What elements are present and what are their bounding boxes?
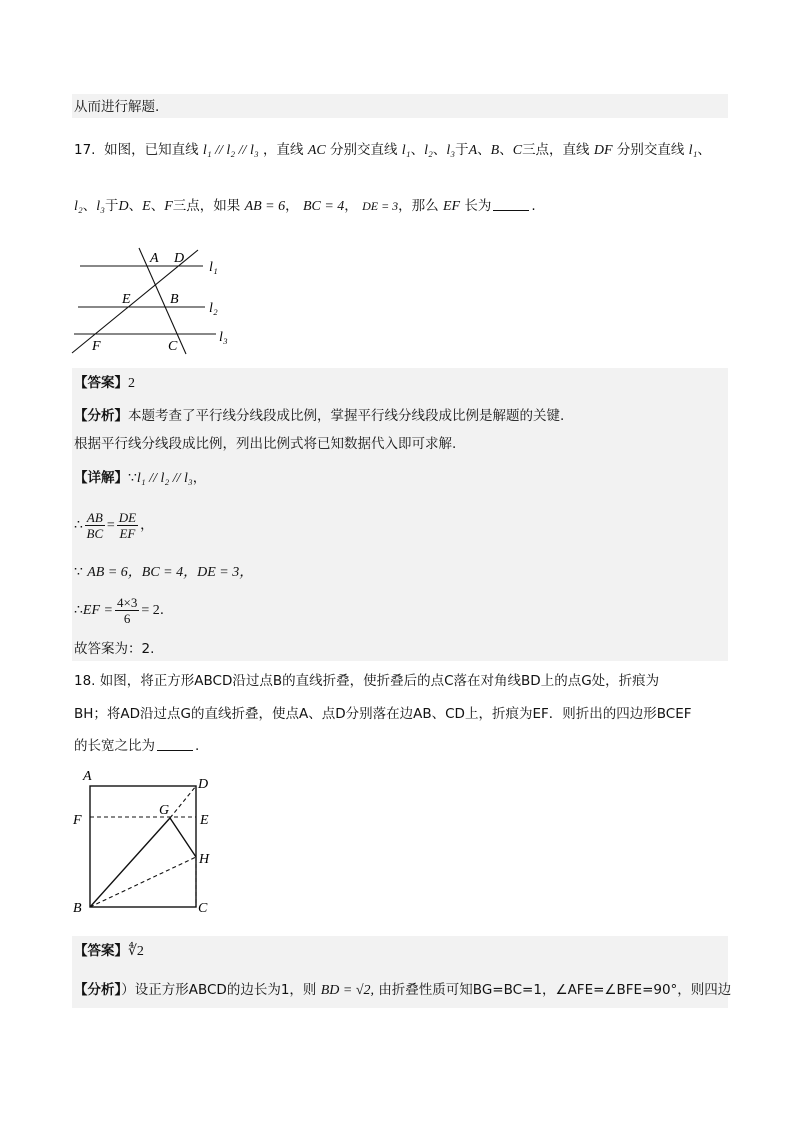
q17-text-f: 三点，如果 bbox=[172, 198, 241, 214]
q17-answer-blank bbox=[493, 197, 529, 211]
q18-line-1 bbox=[74, 671, 659, 691]
q17-ratio-ab: AB bbox=[86, 509, 103, 525]
q17-a: A bbox=[468, 143, 478, 158]
q17-ratio-bc: BC bbox=[86, 525, 104, 541]
q17-label-a: A bbox=[150, 251, 159, 266]
q18-label-a: A bbox=[83, 769, 92, 784]
q17-text-h: 长为 bbox=[464, 198, 492, 214]
q17-figure bbox=[70, 246, 240, 358]
q17-text-c: 分别交直线 bbox=[330, 142, 398, 158]
q17-ratio-end: ， bbox=[140, 517, 154, 533]
q17-label-l1: l₁ bbox=[209, 260, 218, 275]
q18-label-f: F bbox=[73, 813, 82, 828]
q18-number: 18. bbox=[74, 673, 96, 689]
q17-l2: l₂ bbox=[74, 199, 83, 214]
q17-yu: 于 bbox=[105, 198, 119, 214]
q17-ratio-de: DE bbox=[118, 509, 137, 525]
q18-text-1: 如图，将正方形ABCD沿过点B的直线折叠，使折叠后的点C落在对角线BD上的点G处，折痕为 bbox=[99, 673, 660, 689]
q17-label-l3: l₃ bbox=[219, 330, 228, 345]
q18-label-e: E bbox=[200, 813, 209, 828]
q18-period: . bbox=[195, 738, 200, 754]
q17-ef-fraction bbox=[115, 595, 139, 626]
q17-analysis-2: 根据平行线分线段成比例，列出比例式将已知数据代入即可求解. bbox=[74, 436, 457, 452]
q17-ef: EF bbox=[442, 199, 461, 214]
q17-sep: 、 bbox=[82, 198, 97, 214]
q17-answer: 2 bbox=[128, 376, 135, 391]
q17-sep: 、 bbox=[499, 142, 513, 158]
q17-bc: BC = 4 bbox=[302, 199, 345, 214]
q17-sep: 、 bbox=[150, 198, 165, 214]
q17-ratio-ef: EF bbox=[119, 525, 136, 541]
q17-ratio-right bbox=[117, 510, 138, 541]
q17-ab: AB = 6 bbox=[244, 199, 286, 214]
q17-f: F bbox=[164, 199, 173, 214]
q17-detail-parallel: l₁ // l₂ // l₃ bbox=[136, 471, 193, 486]
q17-given-values: AB = 6，BC = 4，DE = 3， bbox=[87, 565, 254, 580]
q17-label-d: D bbox=[174, 251, 185, 266]
q18-label-b: B bbox=[73, 901, 82, 916]
q17-answer-line bbox=[74, 373, 135, 394]
q18-answer-line bbox=[74, 941, 144, 962]
q18-answer: ∜2 bbox=[128, 944, 144, 959]
q17-label-f: F bbox=[92, 339, 101, 354]
q17-parallel: l₁ // l₂ // l₃ bbox=[202, 143, 259, 158]
q18-label-c: C bbox=[198, 901, 208, 916]
q17-c: C bbox=[512, 143, 523, 158]
q17-ef-rhs: = 2 bbox=[141, 603, 160, 618]
q18-line-2: BH；将AD沿过点G的直线折叠，使点A、点D分别落在边AB、CD上，折痕为EF．则折出的四边形BCEF bbox=[74, 706, 692, 722]
q18-label-g: G bbox=[159, 803, 170, 818]
q17-df: DF bbox=[593, 143, 613, 158]
q17-text-e: 分别交直线 bbox=[616, 142, 685, 158]
q18-figure bbox=[70, 764, 220, 916]
q17-sep: 、 bbox=[697, 142, 711, 158]
q18-label-h: H bbox=[199, 852, 210, 867]
q17-e: E bbox=[142, 199, 151, 214]
q17-text-g: ，那么 bbox=[398, 198, 439, 214]
intro-shade bbox=[72, 94, 728, 118]
q17-result-line bbox=[74, 593, 164, 628]
q17-detail-end: ， bbox=[192, 470, 207, 486]
q18-crease-bh bbox=[90, 857, 196, 907]
q17-l3: l₃ bbox=[96, 199, 106, 214]
q17-ratio-eq: = bbox=[106, 518, 115, 533]
q17-given-line bbox=[74, 562, 253, 583]
q17-because-1: ∵ bbox=[128, 471, 137, 486]
q17-result-period: . bbox=[159, 602, 165, 618]
q18-label-d: D bbox=[198, 777, 209, 792]
q18-segment-gh bbox=[170, 818, 196, 857]
q17-b: B bbox=[490, 143, 500, 158]
q17-sep: 、 bbox=[432, 142, 447, 158]
q17-sep: 、 bbox=[477, 142, 491, 158]
q17-yu: 于 bbox=[455, 142, 469, 158]
intro-line: 从而进行解题. bbox=[74, 99, 160, 115]
q17-text-b: ，直线 bbox=[263, 142, 304, 158]
q17-sep: 、 bbox=[410, 142, 425, 158]
q18-text-3: 的长宽之比为 bbox=[74, 738, 155, 754]
q17-period: . bbox=[531, 198, 536, 214]
q17-de: DE = 3 bbox=[362, 199, 399, 213]
q17-sep: 、 bbox=[128, 198, 143, 214]
q17-comma: ， bbox=[285, 198, 299, 214]
q17-number: 17. bbox=[74, 142, 96, 158]
q17-text-d: 三点，直线 bbox=[522, 142, 590, 158]
q17-line-2 bbox=[74, 196, 536, 217]
q17-l2: l₂ bbox=[424, 143, 433, 158]
q17-label-c: C bbox=[168, 339, 178, 354]
q17-l1: l₁ bbox=[401, 143, 411, 158]
q17-ef-lhs: EF = bbox=[82, 603, 113, 618]
q17-detail-line bbox=[74, 468, 206, 489]
q17-label-e: E bbox=[122, 292, 131, 307]
q18-line-3 bbox=[74, 736, 199, 756]
q17-ef-den: 6 bbox=[123, 610, 131, 626]
q17-therefore-1: ∴ bbox=[74, 518, 83, 533]
q17-analysis-1 bbox=[74, 406, 564, 426]
q17-ef-num: 4×3 bbox=[116, 594, 138, 610]
q17-ratio-line bbox=[74, 508, 154, 543]
q18-answer-tag: 【答案】 bbox=[74, 943, 128, 959]
q17-analysis-tag: 【分析】 bbox=[74, 408, 128, 424]
q17-ac: AC bbox=[307, 143, 326, 158]
q17-answer-tag: 【答案】 bbox=[74, 375, 128, 391]
q17-therefore-2: ∴ bbox=[74, 603, 83, 618]
q17-comma: ， bbox=[344, 198, 358, 214]
q18-analysis-line bbox=[74, 980, 731, 1001]
q18-answer-blank bbox=[157, 737, 193, 751]
q17-l1: l₁ bbox=[688, 143, 698, 158]
q17-because-2: ∵ bbox=[74, 565, 83, 580]
q18-analysis-b: 由折叠性质可知BG=BC=1，∠AFE=∠BFE=90°，则四边 bbox=[378, 982, 732, 998]
q18-segment-bg bbox=[90, 818, 170, 907]
q17-line-1 bbox=[74, 140, 711, 161]
q17-ratio-left bbox=[85, 510, 105, 541]
q17-detail-tag: 【详解】 bbox=[74, 470, 128, 486]
q17-final-line: 故答案为：2. bbox=[74, 641, 155, 657]
q17-label-l2: l₂ bbox=[209, 301, 218, 316]
q18-analysis-tag: 【分析】 bbox=[74, 982, 122, 998]
q17-text-a: 如图，已知直线 bbox=[104, 142, 199, 158]
q18-diagonal-gd bbox=[170, 786, 196, 818]
q17-analysis-text-1: 本题考查了平行线分线段成比例，掌握平行线分线段成比例是解题的关键. bbox=[128, 408, 565, 424]
q17-label-b: B bbox=[170, 292, 179, 307]
q17-l3: l₃ bbox=[446, 143, 456, 158]
q18-analysis-a: ）设正方形ABCD的边长为1，则 bbox=[121, 982, 317, 998]
q18-bd: BD = √2, bbox=[320, 983, 375, 998]
q17-d: D bbox=[118, 199, 129, 214]
